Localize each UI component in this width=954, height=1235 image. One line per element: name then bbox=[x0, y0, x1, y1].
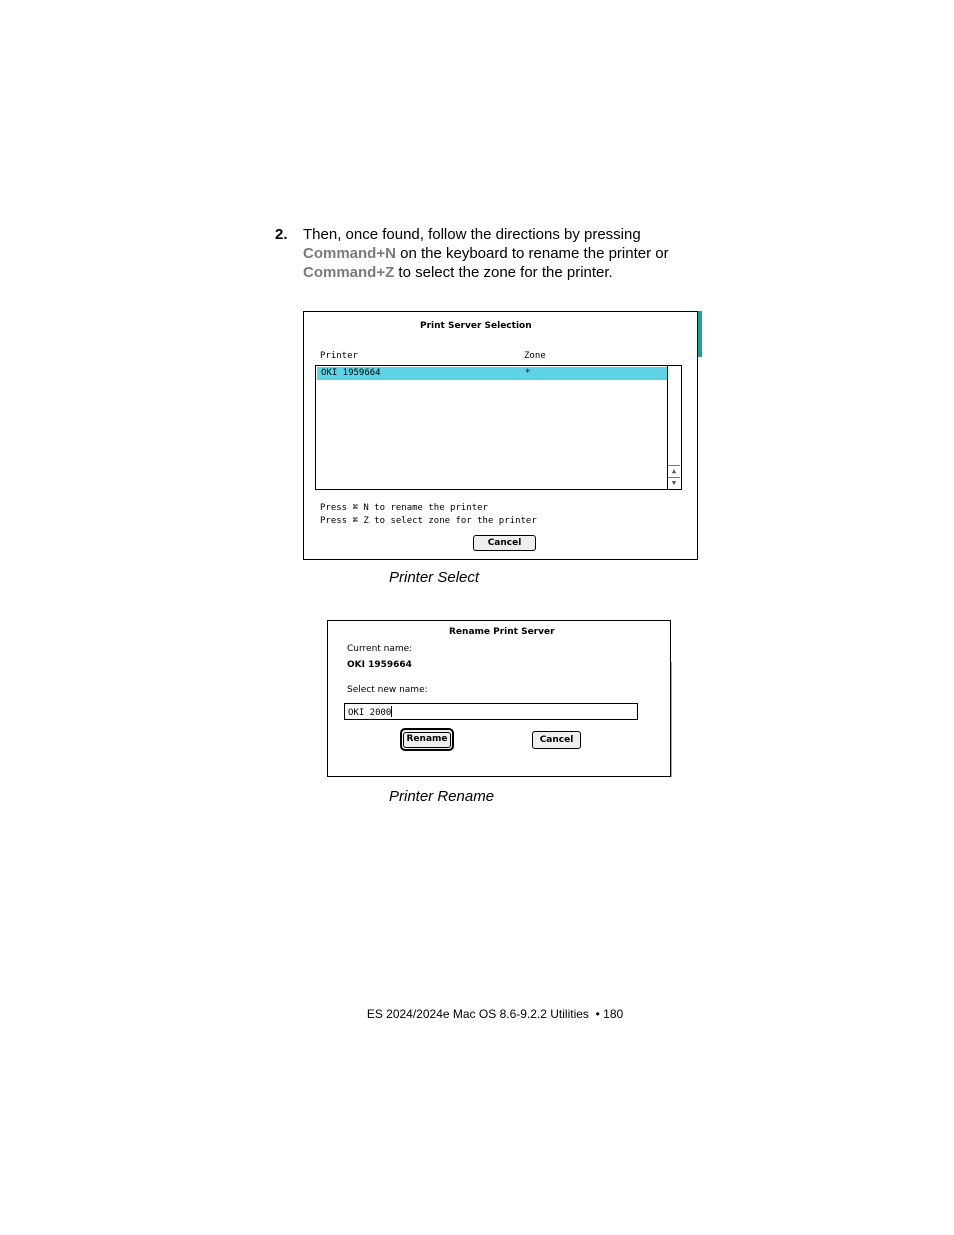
zone-name: * bbox=[525, 368, 531, 378]
page-footer bbox=[0, 1007, 954, 1021]
step-number: 2. bbox=[275, 226, 288, 243]
new-name-input[interactable] bbox=[344, 703, 638, 720]
rename-print-server-dialog bbox=[327, 620, 671, 777]
caption-printer-select: Printer Select bbox=[389, 569, 480, 586]
printer-list[interactable] bbox=[315, 365, 682, 490]
current-name-label: Current name: bbox=[347, 644, 413, 654]
print-server-selection-dialog bbox=[303, 311, 698, 560]
footer-text: ES 2024/2024e Mac OS 8.6-9.2.2 Utilities • 180 bbox=[366, 1007, 624, 1021]
command-z-shortcut: Command+Z bbox=[303, 264, 395, 281]
current-name-value: OKI 1959664 bbox=[347, 660, 412, 670]
rename-hint: Press ⌘ N to rename the printer bbox=[320, 503, 488, 513]
cancel-button[interactable]: Cancel bbox=[473, 535, 536, 551]
command-n-shortcut: Command+N bbox=[303, 245, 396, 262]
scroll-down-arrow-icon[interactable]: ▼ bbox=[668, 477, 680, 489]
step-text-2: on the keyboard to rename the printer or bbox=[395, 245, 669, 262]
step-text-3: to select the zone for the printer. bbox=[394, 264, 613, 281]
scroll-up-arrow-icon[interactable]: ▲ bbox=[668, 465, 680, 477]
column-header-printer: Printer bbox=[320, 351, 358, 361]
new-name-label: Select new name: bbox=[347, 685, 428, 695]
text-caret bbox=[391, 706, 392, 717]
cancel-button[interactable]: Cancel bbox=[532, 731, 581, 749]
dialog-title: Rename Print Server bbox=[449, 627, 555, 637]
rename-button-frame[interactable] bbox=[400, 728, 454, 751]
column-header-zone: Zone bbox=[524, 351, 546, 361]
scrollbar[interactable] bbox=[667, 366, 681, 489]
background-window-edge bbox=[671, 662, 676, 777]
step-text bbox=[303, 225, 723, 282]
list-item[interactable] bbox=[317, 367, 670, 380]
printer-name: OKI 1959664 bbox=[321, 368, 381, 378]
rename-button[interactable]: Rename bbox=[403, 732, 451, 748]
zone-hint: Press ⌘ Z to select zone for the printer bbox=[320, 516, 537, 526]
step-text-1: Then, once found, follow the directions by pressing bbox=[303, 226, 641, 243]
caption-printer-rename: Printer Rename bbox=[389, 788, 495, 805]
dialog-title: Print Server Selection bbox=[420, 321, 532, 331]
new-name-value: OKI 2000 bbox=[348, 708, 392, 718]
